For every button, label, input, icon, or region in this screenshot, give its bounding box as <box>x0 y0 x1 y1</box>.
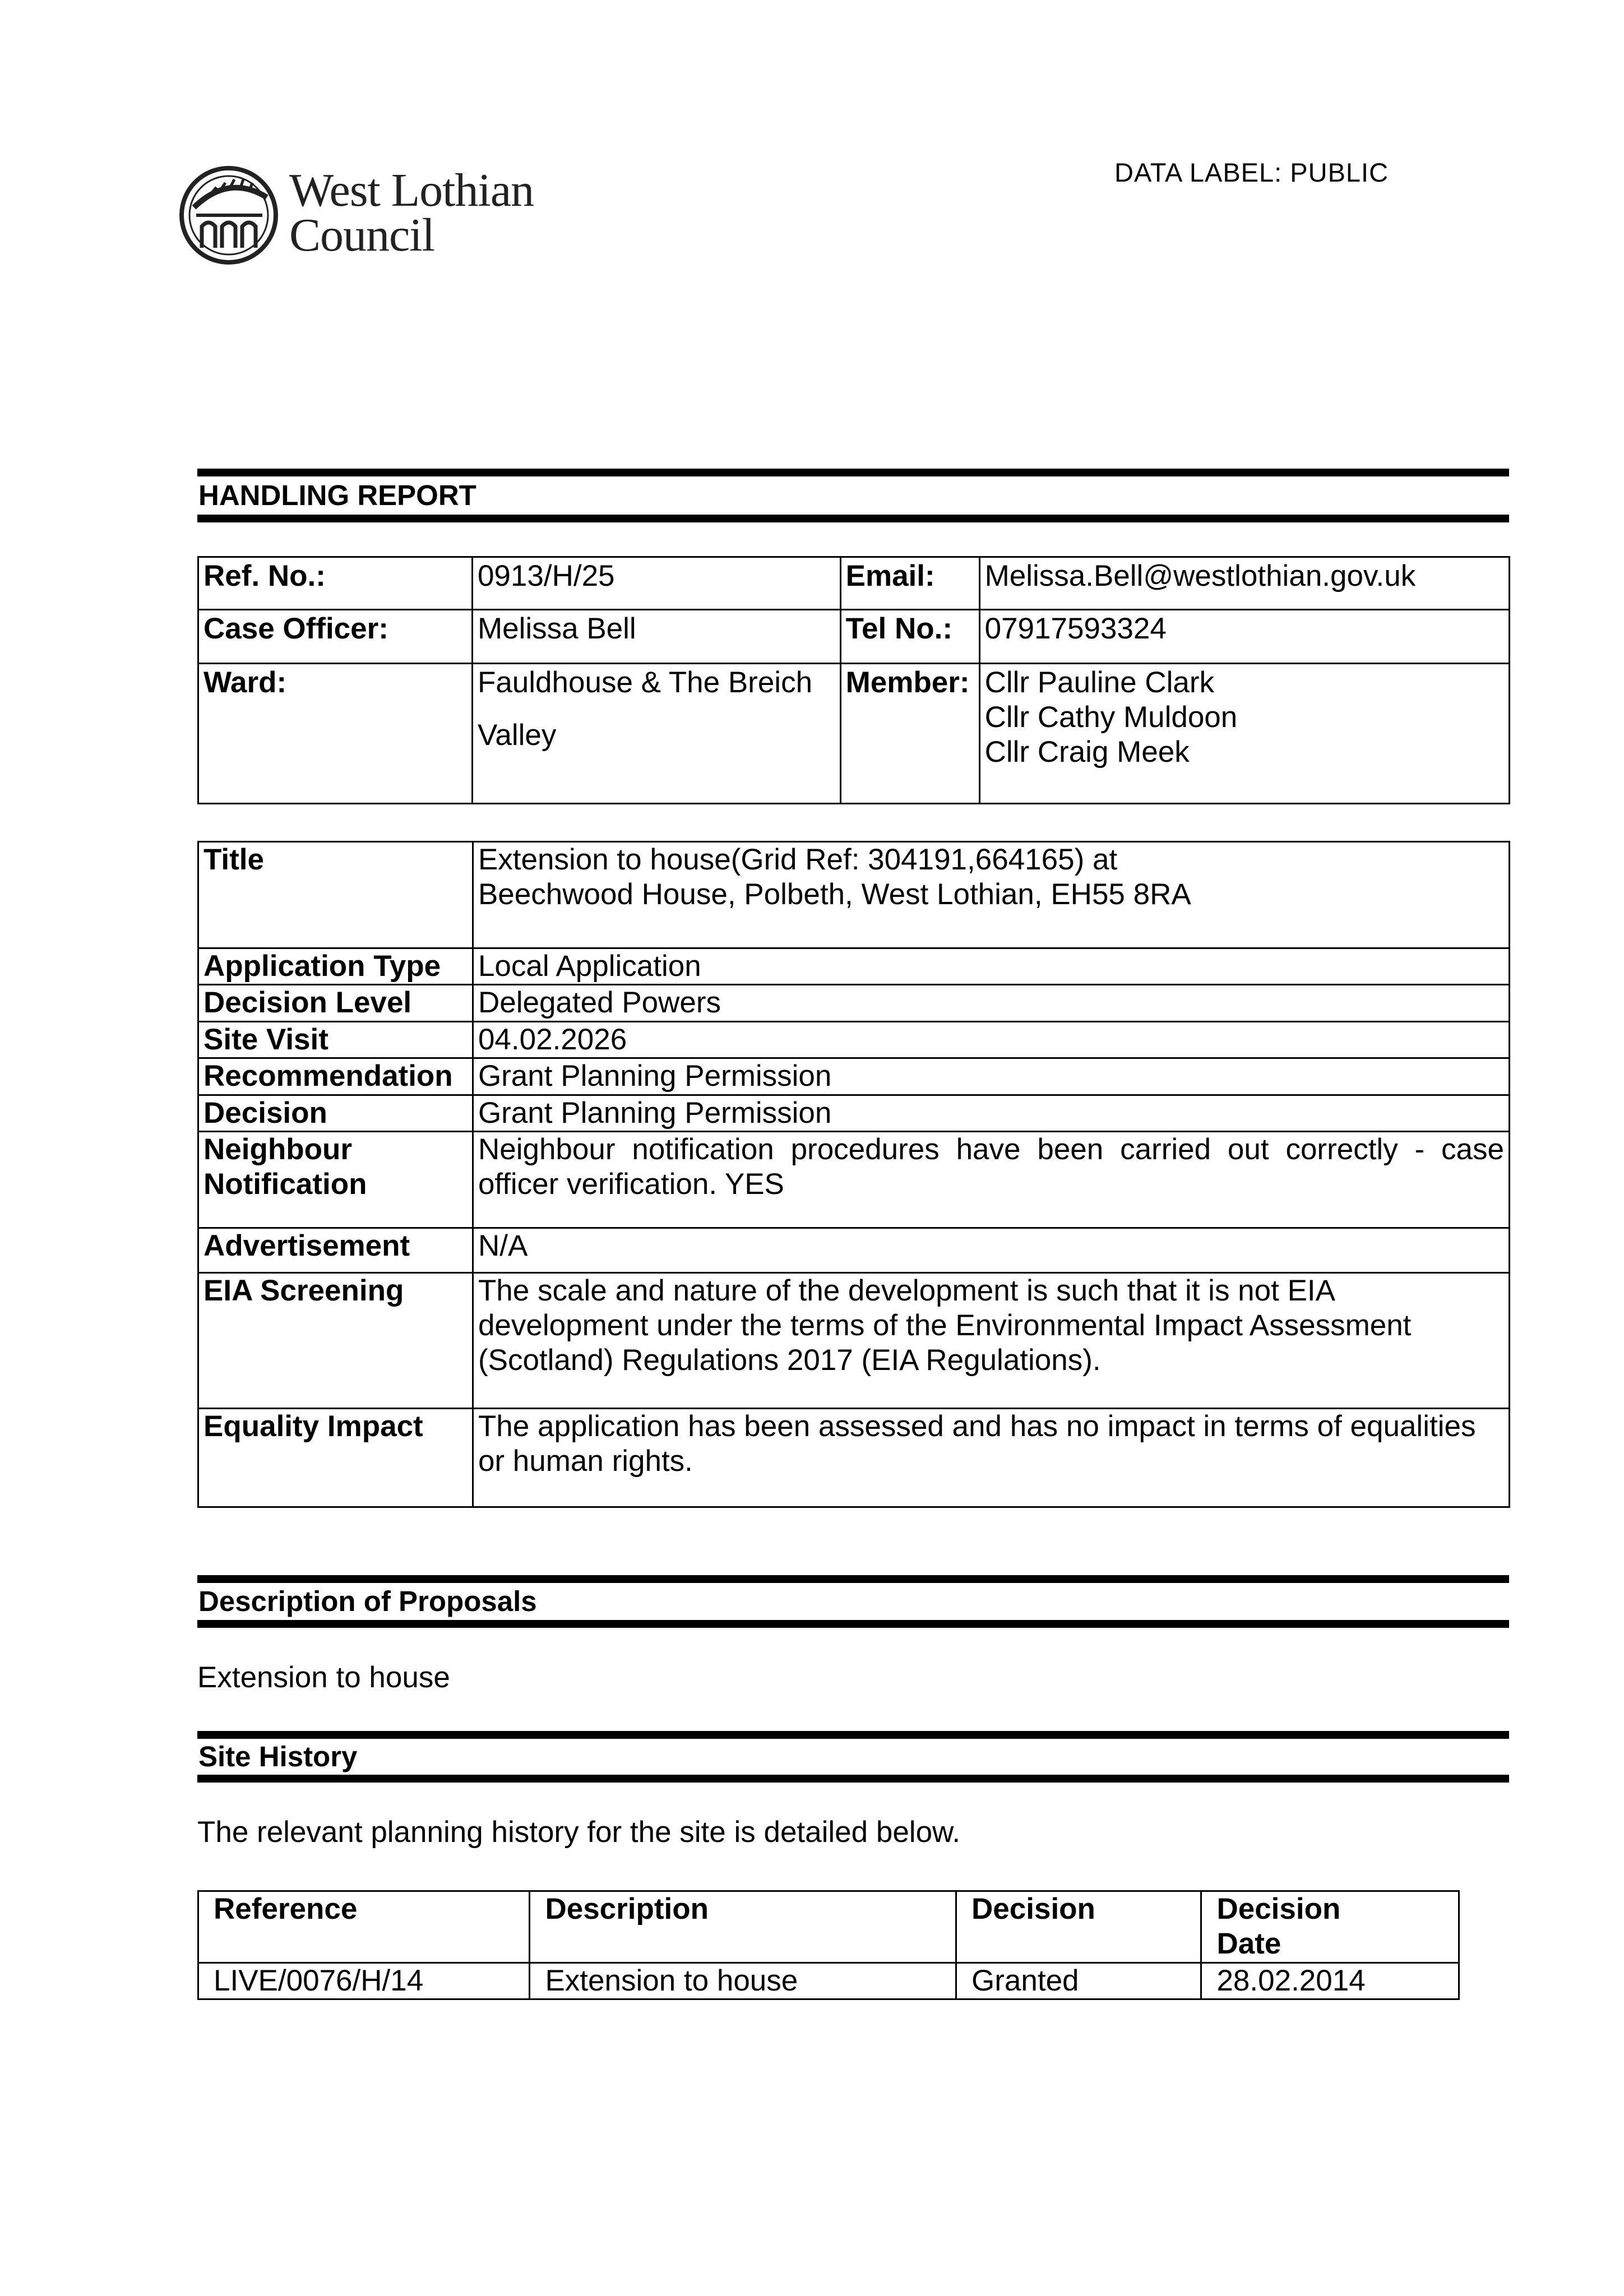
eia-screening-value <box>473 1273 1509 1409</box>
advertisement-value: N/A <box>473 1228 1509 1273</box>
table-row <box>198 1058 1510 1095</box>
member-list <box>979 664 1509 804</box>
council-logo <box>177 164 553 270</box>
email-label: Email: <box>840 557 979 610</box>
title-value <box>473 842 1509 948</box>
logo-text-line2: Council <box>289 209 434 261</box>
header-line: Decision <box>1216 1892 1341 1925</box>
eia-line: development under the terms of the Environmental Impact Assessment <box>478 1309 1412 1342</box>
handling-report-header <box>197 469 1509 522</box>
ref-value: 0913/H/25 <box>472 557 840 610</box>
site-visit-value: 04.02.2026 <box>473 1022 1509 1058</box>
equality-impact-label: Equality Impact <box>198 1409 473 1507</box>
ward-value <box>472 664 840 804</box>
ward-label: Ward: <box>198 664 473 804</box>
table-row <box>198 1228 1510 1273</box>
member-name: Cllr Cathy Muldoon <box>984 701 1238 734</box>
column-header: Reference <box>198 1891 530 1963</box>
decision-value: Grant Planning Permission <box>473 1095 1509 1132</box>
table-cell: Extension to house <box>530 1963 956 1999</box>
ward-value-line1: Fauldhouse & The Breich <box>477 666 813 699</box>
table-cell: Granted <box>956 1963 1201 1999</box>
description-header <box>197 1575 1509 1628</box>
table-row <box>198 985 1510 1022</box>
table-row <box>198 948 1510 985</box>
logo-text-line1: West Lothian <box>289 164 534 216</box>
header-line: Date <box>1216 1927 1281 1960</box>
ward-value-line2: Valley <box>477 719 557 752</box>
officer-details-table <box>197 556 1510 804</box>
site-history-table <box>197 1890 1460 2000</box>
ref-label: Ref. No.: <box>198 557 473 610</box>
email-value[interactable]: Melissa.Bell@westlothian.gov.uk <box>979 557 1509 610</box>
decision-label: Decision <box>198 1095 473 1132</box>
case-officer-label: Case Officer: <box>198 610 473 664</box>
eia-screening-label: EIA Screening <box>198 1273 473 1409</box>
data-label: DATA LABEL: PUBLIC <box>1114 158 1389 187</box>
description-title: Description of Proposals <box>198 1585 537 1617</box>
equality-impact-value <box>473 1409 1509 1507</box>
table-row <box>198 664 1510 804</box>
label-line: Notification <box>203 1168 367 1201</box>
member-name: Cllr Craig Meek <box>984 735 1190 769</box>
recommendation-label: Recommendation <box>198 1058 473 1095</box>
table-row <box>198 1095 1510 1132</box>
column-header: Description <box>530 1891 956 1963</box>
site-visit-label: Site Visit <box>198 1022 473 1058</box>
eia-line: (Scotland) Regulations 2017 (EIA Regulations). <box>478 1344 1101 1377</box>
handling-report-title: HANDLING REPORT <box>198 479 476 511</box>
advertisement-label: Advertisement <box>198 1228 473 1273</box>
decision-level-value: Delegated Powers <box>473 985 1509 1022</box>
neighbour-notification-value: Neighbour notification procedures have been carried out correctly - case officer verification. YES <box>473 1132 1509 1228</box>
description-text: Extension to house <box>197 1661 450 1694</box>
application-type-label: Application Type <box>198 948 473 985</box>
application-details-table <box>197 841 1510 1508</box>
viaduct-emblem-icon <box>177 164 284 270</box>
site-history-intro: The relevant planning history for the site is detailed below. <box>197 1816 961 1849</box>
table-row <box>198 1409 1510 1507</box>
table-row <box>198 1022 1510 1058</box>
table-row <box>198 1963 1459 1999</box>
application-type-value: Local Application <box>473 948 1509 985</box>
table-row <box>198 610 1510 664</box>
title-line: Beechwood House, Polbeth, West Lothian, EH55 8RA <box>478 878 1191 911</box>
member-label: Member: <box>840 664 979 804</box>
eia-line: The scale and nature of the development is such that it is not EIA <box>478 1274 1335 1307</box>
tel-label: Tel No.: <box>840 610 979 664</box>
table-cell: LIVE/0076/H/14 <box>198 1963 530 1999</box>
table-row <box>198 557 1510 610</box>
decision-level-label: Decision Level <box>198 985 473 1022</box>
column-header <box>1201 1891 1459 1963</box>
neighbour-notification-label <box>198 1132 473 1228</box>
title-line: Extension to house(Grid Ref: 304191,664165) at <box>478 843 1118 876</box>
member-name: Cllr Pauline Clark <box>984 666 1214 699</box>
title-label: Title <box>198 842 473 948</box>
table-row <box>198 1273 1510 1409</box>
equality-line: The application has been assessed and has no impact in terms of equalities <box>478 1410 1476 1443</box>
equality-line: or human rights. <box>478 1445 693 1478</box>
label-line: Neighbour <box>203 1133 352 1166</box>
recommendation-value: Grant Planning Permission <box>473 1058 1509 1095</box>
column-header: Decision <box>956 1891 1201 1963</box>
site-history-header <box>197 1731 1509 1783</box>
tel-value: 07917593324 <box>979 610 1509 664</box>
table-cell: 28.02.2014 <box>1201 1963 1459 1999</box>
table-row <box>198 1132 1510 1228</box>
case-officer-value: Melissa Bell <box>472 610 840 664</box>
table-row <box>198 842 1510 948</box>
table-header-row <box>198 1891 1459 1963</box>
site-history-title: Site History <box>198 1740 358 1772</box>
